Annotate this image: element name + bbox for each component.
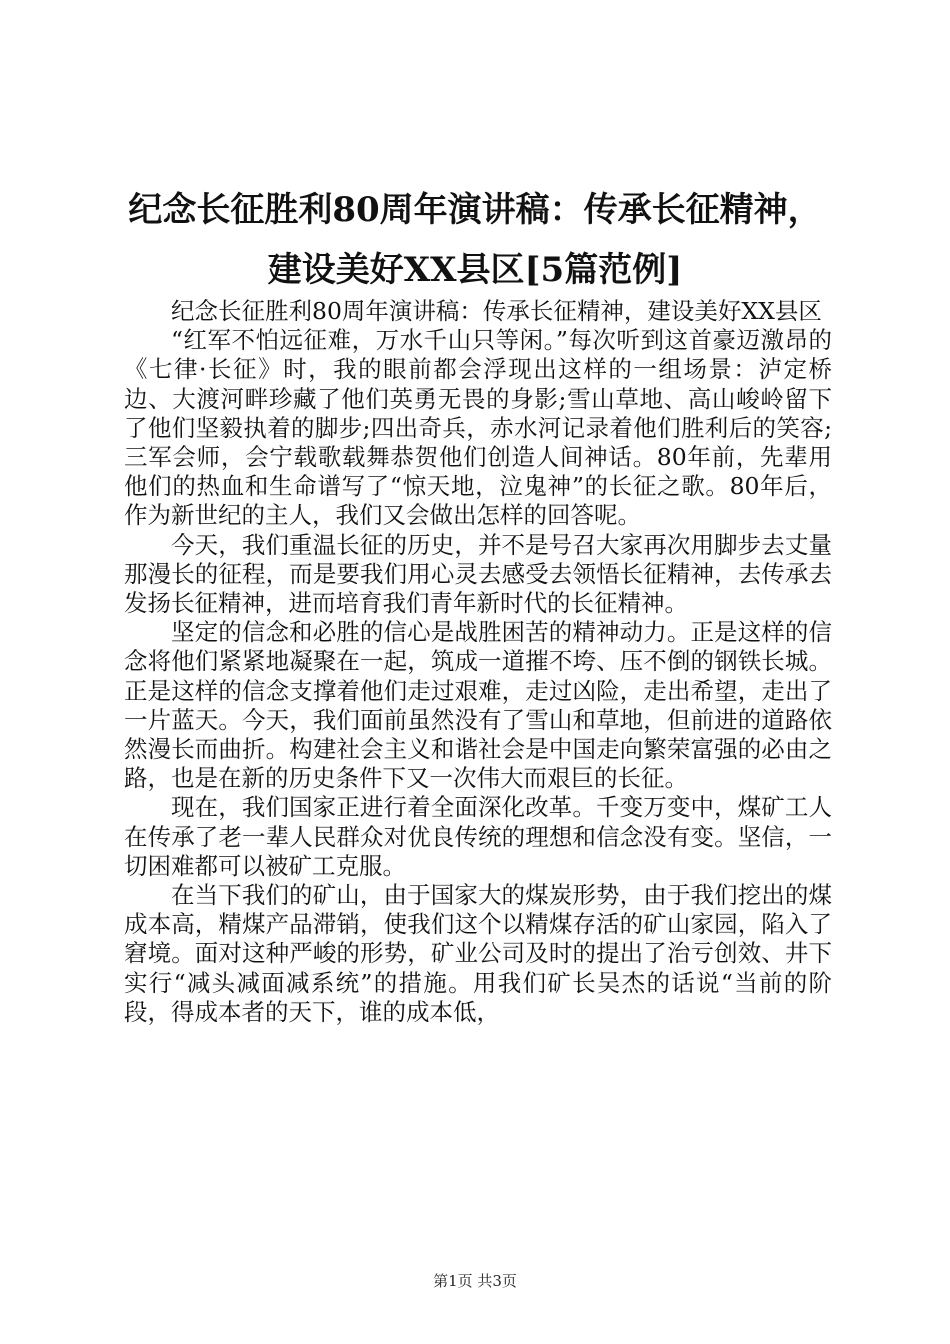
title-line-1: 纪念长征胜利80周年演讲稿：传承长征精神，	[128, 190, 822, 230]
page-number: 第1页 共3页	[433, 1272, 517, 1290]
paragraph: 在当下我们的矿山，由于国家大的煤炭形势，由于我们挖出的煤成本高，精煤产品滞销，使我们这个以精煤存活的矿山家园，陷入了窘境。面对这种严峻的形势，矿业公司及时的提出了治亏创效、井下实行“减头减面减系统”的措施。用我们矿长吴杰的话说“当前的阶段，得成本者的天下，谁的成本低，	[124, 881, 832, 1026]
paragraph: 现在，我们国家正进行着全面深化改革。千变万变中，煤矿工人在传承了老一辈人民群众对优良传统的理想和信念没有变。坚信，一切困难都可以被矿工克服。	[124, 793, 832, 880]
title-line-2: 建设美好XX县区[5篇范例]	[267, 250, 683, 290]
document-title	[120, 180, 830, 300]
page-footer	[0, 1271, 950, 1291]
paragraph: 纪念长征胜利80周年演讲稿：传承长征精神，建设美好XX县区	[171, 297, 822, 325]
paragraph: 今天，我们重温长征的历史，并不是号召大家再次用脚步去丈量那漫长的征程，而是要我们用心灵去感受去领悟长征精神，去传承去发扬长征精神，进而培育我们青年新时代的长征精神。	[124, 530, 832, 618]
paragraph: 坚定的信念和必胜的信心是战胜困苦的精神动力。正是这样的信念将他们紧紧地凝聚在一起，筑成一道摧不垮、压不倒的钢铁长城。正是这样的信念支撑着他们走过艰难，走过凶险，走出希望，走出了一片蓝天。今天，我们面前虽然没有了雪山和草地，但前进的道路依然漫长而曲折。构建社会主义和谐社会是中国走向繁荣富强的必由之路，也是在新的历史条件下又一次伟大而艰巨的长征。	[124, 618, 832, 793]
document-body	[124, 297, 832, 1027]
paragraph: “红军不怕远征难，万水千山只等闲。”每次听到这首豪迈激昂的《七律·长征》时，我的眼前都会浮现出这样的一组场景：泸定桥边、大渡河畔珍藏了他们英勇无畏的身影;雪山草地、高山峻岭留下了他们坚毅执着的脚步;四出奇兵，赤水河记录着他们胜利后的笑容;三军会师，会宁载歌载舞恭贺他们创造人间神话。80年前，先辈用他们的热血和生命谱写了“惊天地，泣鬼神”的长征之歌。80年后，作为新世纪的主人，我们又会做出怎样的回答呢。	[124, 326, 832, 530]
